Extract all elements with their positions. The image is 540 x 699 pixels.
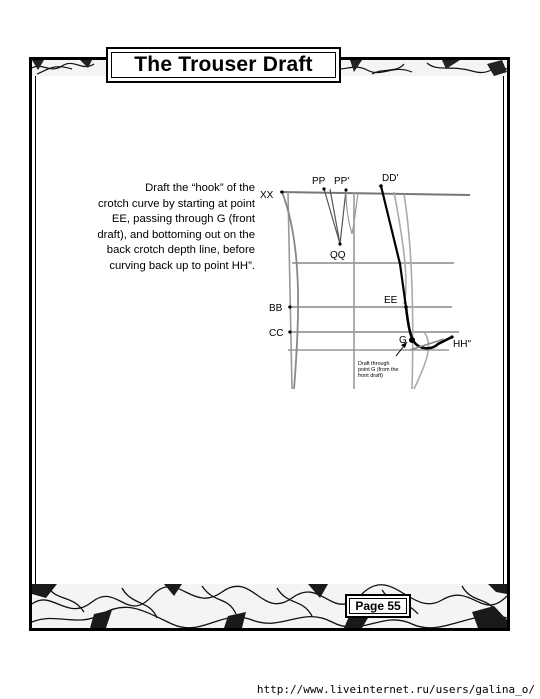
label-bb: BB: [269, 303, 283, 314]
point-cc: [288, 330, 291, 333]
instruction-line: draft), and bottoming out on the: [97, 228, 255, 241]
point-bb: [288, 305, 291, 308]
label-g: G: [399, 335, 407, 346]
point-g: [409, 337, 415, 343]
dart-line: [340, 190, 346, 244]
point-ee: [404, 305, 408, 309]
label-xx: XX: [260, 190, 274, 201]
instruction-line: crotch curve by starting at point: [98, 197, 255, 210]
instruction-line: Draft the “hook” of the: [145, 182, 255, 194]
point-pp: [322, 187, 325, 190]
page-number-box: [345, 594, 411, 618]
label-dd-prime: DD': [382, 173, 399, 184]
label-ee: EE: [384, 295, 398, 306]
dart-curve: [352, 192, 358, 234]
label-hh: HH": [453, 339, 471, 350]
page-title: The Trouser Draft: [134, 53, 313, 76]
dart-curve: [346, 192, 352, 234]
note-line: front draft): [358, 373, 383, 379]
label-pp-prime: PP': [334, 176, 350, 187]
note-line: point G (from the: [358, 367, 399, 373]
point-qq: [338, 242, 341, 245]
hem-curve: [414, 332, 429, 389]
instruction-line: back crotch depth line, before: [106, 244, 255, 256]
instruction-text: [55, 181, 255, 274]
label-cc: CC: [269, 328, 284, 339]
source-watermark: http://www.liveinternet.ru/users/galina_o/: [256, 683, 535, 696]
point-pp-prime: [344, 188, 347, 191]
waist-line: [280, 192, 470, 195]
title-box: [106, 47, 341, 83]
instruction-line: curving back up to point HH”.: [109, 259, 255, 272]
point-dd-prime: [379, 184, 383, 188]
label-pp: PP: [312, 176, 326, 187]
marble-band-bottom: [32, 584, 507, 628]
note-line: Draft through: [358, 361, 390, 367]
point-xx: [280, 190, 283, 193]
trouser-draft-diagram: [254, 164, 486, 396]
page-number: Page 55: [349, 598, 407, 614]
instruction-line: EE, passing through G (front: [111, 213, 255, 225]
label-qq: QQ: [330, 250, 346, 261]
